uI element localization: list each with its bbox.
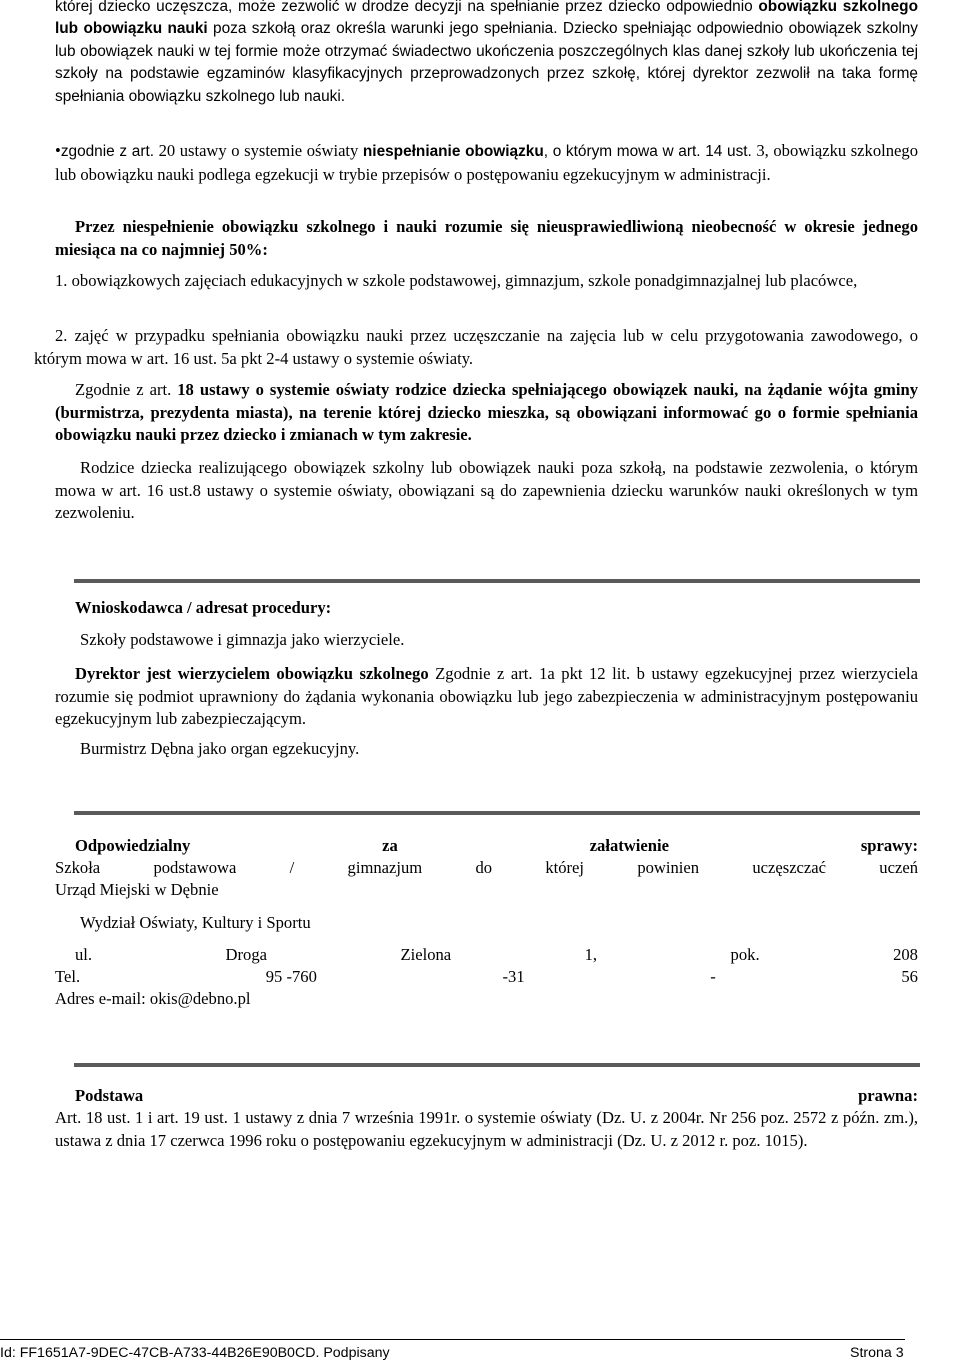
paragraph-definition [55,216,918,261]
paragraph-non-fulfilment-enforcement [55,140,918,186]
responsible-address [75,944,918,967]
address-w1: ul. [75,945,93,964]
paragraph-home-education-permit [55,0,918,108]
school-w1: Szkoła [55,858,101,877]
applicant-heading: Wnioskodawca / adresat procedury: [75,598,332,617]
responsible-heading-w4: sprawy: [860,836,918,855]
legal-heading-left: Podstawa [75,1086,144,1105]
responsible-school [55,857,918,880]
school-w4: gimnazjum [347,858,423,877]
director-bold: Dyrektor jest wierzycielem obowiązku szkolnego [75,664,429,683]
applicant-director [55,663,918,731]
school-w8: uczęszczać [752,858,827,877]
phone-w4: - [710,967,716,986]
school-w2: podstawowa [153,858,237,877]
address-w3: Zielona [400,945,452,964]
p2-text-d: , o którym mowa w art. 14 ust. [543,143,752,160]
responsible-department: Wydział Oświaty, Kultury i Sportu [80,913,311,932]
p2-text-a: zgodnie z art. [60,143,155,160]
p3-text: Przez niespełnienie obowiązku szkolnego i nauki rozumie się nieusprawiedliwioną nieobecność w okresie jednego miesiąca na co najmniej 50%: [55,217,918,259]
phone-w2: 95 -760 [265,967,317,986]
responsible-office: Urząd Miejski w Dębnie [55,880,219,899]
responsible-email: Adres e-mail: okis@debno.pl [55,989,251,1008]
p2-text-b: 20 ustawy o systemie oświaty [154,141,363,160]
responsible-heading-w3: załatwienie [589,836,669,855]
footer-divider [0,1339,905,1340]
legal-heading [75,1085,918,1108]
p1-text-c: poza szkołą oraz określa warunki jego spełniania. Dziecko spełniając odpowiednio obowiązek szkolny lub obowiązek nauki w tej formie może otrzymać świadectwo ukończenia poszczególnych klas danej szkoły lub ukończenia tej szkoły na podstawie egzaminów klasyfikacyjnych przeprowadzonych przez szkołę, której dyrektor zezwolił na taka formę spełniania obowiązku szkolnego lub nauki. [55,20,918,105]
address-w5: pok. [730,945,760,964]
p6-text-b: 18 ustawy o systemie oświaty rodzice dziecka spełniającego obowiązek nauki, na żądanie wójta gminy (burmistrza, prezydenta miasta), na terenie której dziecko mieszka, są obowiązani informować go o formie spełniania obowiązku nauki przez dziecko i zmianach w tym zakresie. [55,380,918,444]
address-w4: 1, [584,945,598,964]
paragraph-parents-conditions [55,457,918,525]
director-rest: Zgodnie z art. 1a pkt 12 lit. b ustawy egzekucyjnej przez wierzyciela rozumie się podmiot uprawniony do żądania wykonania obowiązku lub jego zabezpieczenia w administracyjnym postępowaniu egzekucyjnym lub zabezpieczającym. [55,664,918,728]
list-item-2 [34,325,918,370]
address-w6: 208 [893,945,918,964]
p4-text: 1. obowiązkowych zajęciach edukacyjnych w szkole podstawowej, gimnazjum, szkole ponadgimnazjalnej lub placówce, [55,271,858,290]
responsible-heading-w2: za [382,836,398,855]
p2-text-e: 3, obowiązku szkolnego lub obowiązku nauki podlega egzekucji w trybie przepisów o postępowaniu egzekucyjnym w administracji. [55,141,919,184]
section-divider-3 [74,1063,920,1067]
phone-w1: Tel. [55,967,81,986]
address-w2: Droga [225,945,267,964]
school-w5: do [475,858,493,877]
p6-text-a: Zgodnie z art. [75,380,172,399]
section-divider-1 [74,579,920,583]
school-w3: / [289,858,295,877]
phone-w5: 56 [901,967,918,986]
school-w9: uczeń [879,858,918,877]
list-item-1 [34,270,918,293]
responsible-heading [75,835,918,858]
responsible-heading-w1: Odpowiedzialny [75,836,191,855]
p1-bold: obowiązku szkolnego lub obowiązku nauki [55,0,918,38]
legal-heading-right: prawna: [858,1086,918,1105]
p2-bold: niespełnianie obowiązku [362,143,544,160]
p5-text: 2. zajęć w przypadku spełniania obowiązku nauki przez uczęszczanie na zajęcia lub w celu przygotowania zawodowego, o którym mowa w art. 16 ust. 5a pkt 2-4 ustawy o systemie oświaty. [34,326,918,368]
applicant-line1: Szkoły podstawowe i gimnazja jako wierzyciele. [80,630,405,649]
bullet: • [55,141,61,160]
footer-document-id: Id: FF1651A7-9DEC-47CB-A733-44B26E90B0CD. Podpisany [0,1345,390,1361]
responsible-phone [55,966,918,989]
footer-page-number: Strona 3 [850,1345,904,1361]
legal-text: Art. 18 ust. 1 i art. 19 ust. 1 ustawy z dnia 7 września 1991r. o systemie oświaty (Dz. U. z 2004r. Nr 256 poz. 2572 z późn. zm.), ustawa z dnia 17 czerwca 1996 roku o postępowaniu egzekucyjnym w administracji (Dz. U. z 2012 r. poz. 1015). [55,1108,918,1150]
paragraph-parents-obligation [55,379,918,447]
applicant-mayor: Burmistrz Dębna jako organ egzekucyjny. [80,739,360,758]
school-w6: której [545,858,585,877]
school-w7: powinien [637,858,700,877]
p7-text: Rodzice dziecka realizującego obowiązek szkolny lub obowiązek nauki poza szkołą, na podstawie zezwolenia, o którym mowa w art. 16 ust.8 ustawy o systemie oświaty, obowiązani są do zapewnienia dziecku warunków nauki określonych w tym zezwoleniu. [55,458,918,522]
phone-w3: -31 [502,967,525,986]
section-divider-2 [74,811,920,815]
p1-text-a: której dziecko uczęszcza, może zezwolić w drodze decyzji na spełnianie przez dziecko odpowiednio [55,0,759,15]
